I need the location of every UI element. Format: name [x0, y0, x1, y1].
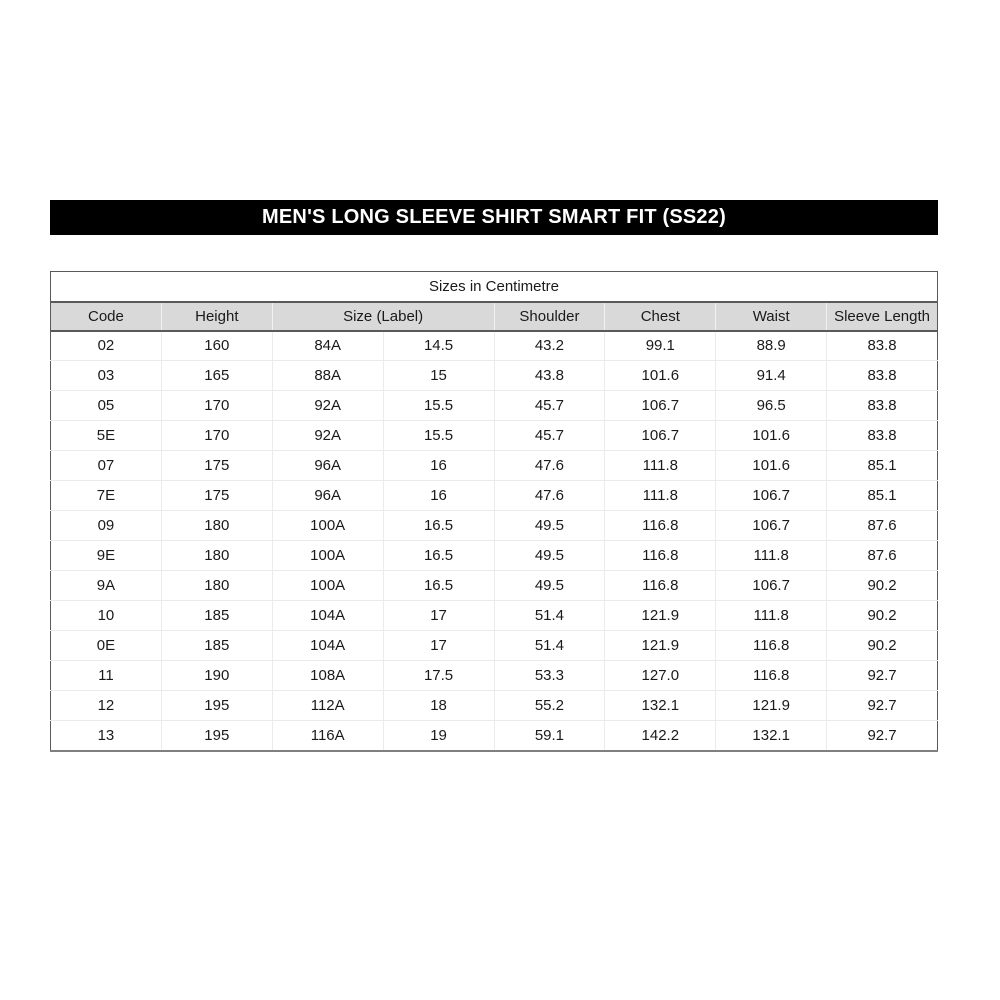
table-cell: 91.4	[716, 361, 827, 391]
table-cell: 111.8	[605, 451, 716, 481]
table-cell: 111.8	[716, 541, 827, 571]
table-row	[51, 421, 938, 451]
table-row	[51, 661, 938, 691]
table-cell: 96.5	[716, 391, 827, 421]
table-cell: 106.7	[716, 481, 827, 511]
table-row	[51, 541, 938, 571]
table-cell: 190	[161, 661, 272, 691]
table-cell: 84A	[272, 331, 383, 361]
table-cell: 142.2	[605, 721, 716, 751]
table-cell: 90.2	[827, 571, 938, 601]
table-cell: 175	[161, 481, 272, 511]
table-cell: 165	[161, 361, 272, 391]
table-cell: 83.8	[827, 391, 938, 421]
table-row	[51, 571, 938, 601]
table-row	[51, 331, 938, 361]
table-cell: 49.5	[494, 571, 605, 601]
table-cell: 170	[161, 421, 272, 451]
table-cell: 104A	[272, 631, 383, 661]
table-row	[51, 391, 938, 421]
table-cell: 180	[161, 511, 272, 541]
table-cell: 116.8	[716, 661, 827, 691]
table-cell: 87.6	[827, 541, 938, 571]
table-cell: 195	[161, 721, 272, 751]
table-cell: 83.8	[827, 421, 938, 451]
table-cell: 07	[51, 451, 162, 481]
table-cell: 106.7	[605, 391, 716, 421]
table-cell: 47.6	[494, 451, 605, 481]
column-header-shoulder: Shoulder	[494, 302, 605, 331]
table-cell: 45.7	[494, 421, 605, 451]
table-cell: 13	[51, 721, 162, 751]
table-cell: 51.4	[494, 601, 605, 631]
table-cell: 16	[383, 481, 494, 511]
table-cell: 101.6	[605, 361, 716, 391]
table-cell: 185	[161, 601, 272, 631]
table-cell: 90.2	[827, 631, 938, 661]
table-cell: 170	[161, 391, 272, 421]
table-caption-row	[51, 272, 938, 302]
table-cell: 53.3	[494, 661, 605, 691]
table-cell: 5E	[51, 421, 162, 451]
table-cell: 108A	[272, 661, 383, 691]
table-row	[51, 511, 938, 541]
table-cell: 10	[51, 601, 162, 631]
table-cell: 14.5	[383, 331, 494, 361]
table-cell: 17	[383, 631, 494, 661]
table-cell: 45.7	[494, 391, 605, 421]
table-cell: 7E	[51, 481, 162, 511]
table-cell: 132.1	[605, 691, 716, 721]
table-cell: 127.0	[605, 661, 716, 691]
table-cell: 175	[161, 451, 272, 481]
table-row	[51, 691, 938, 721]
table-cell: 101.6	[716, 451, 827, 481]
table-cell: 132.1	[716, 721, 827, 751]
table-cell: 112A	[272, 691, 383, 721]
table-cell: 85.1	[827, 481, 938, 511]
table-cell: 90.2	[827, 601, 938, 631]
title-banner	[50, 200, 938, 235]
table-cell: 92A	[272, 421, 383, 451]
column-header-size-label: Size (Label)	[272, 302, 494, 331]
table-cell: 83.8	[827, 331, 938, 361]
table-cell: 09	[51, 511, 162, 541]
table-cell: 17.5	[383, 661, 494, 691]
table-cell: 88A	[272, 361, 383, 391]
table-row	[51, 721, 938, 751]
table-cell: 160	[161, 331, 272, 361]
table-cell: 43.8	[494, 361, 605, 391]
table-cell: 101.6	[716, 421, 827, 451]
column-header-sleeve-length: Sleeve Length	[827, 302, 938, 331]
table-cell: 195	[161, 691, 272, 721]
table-cell: 92.7	[827, 691, 938, 721]
table-cell: 9A	[51, 571, 162, 601]
table-cell: 0E	[51, 631, 162, 661]
table-cell: 47.6	[494, 481, 605, 511]
table-cell: 12	[51, 691, 162, 721]
table-cell: 9E	[51, 541, 162, 571]
table-cell: 106.7	[716, 571, 827, 601]
table-cell: 100A	[272, 511, 383, 541]
table-cell: 59.1	[494, 721, 605, 751]
table-cell: 49.5	[494, 541, 605, 571]
table-row	[51, 361, 938, 391]
table-cell: 15.5	[383, 391, 494, 421]
table-cell: 11	[51, 661, 162, 691]
table-cell: 16	[383, 451, 494, 481]
table-cell: 180	[161, 571, 272, 601]
table-cell: 106.7	[716, 511, 827, 541]
table-cell: 15	[383, 361, 494, 391]
table-cell: 104A	[272, 601, 383, 631]
table-row	[51, 631, 938, 661]
table-cell: 87.6	[827, 511, 938, 541]
table-cell: 55.2	[494, 691, 605, 721]
table-header-row	[51, 302, 938, 331]
table-cell: 180	[161, 541, 272, 571]
table-cell: 116.8	[605, 541, 716, 571]
table-cell: 100A	[272, 541, 383, 571]
table-cell: 100A	[272, 571, 383, 601]
table-cell: 49.5	[494, 511, 605, 541]
table-cell: 19	[383, 721, 494, 751]
column-header-height: Height	[161, 302, 272, 331]
table-cell: 88.9	[716, 331, 827, 361]
table-cell: 116A	[272, 721, 383, 751]
table-cell: 16.5	[383, 541, 494, 571]
page-title: MEN'S LONG SLEEVE SHIRT SMART FIT (SS22)	[262, 206, 726, 228]
table-cell: 111.8	[716, 601, 827, 631]
table-cell: 121.9	[605, 601, 716, 631]
table-cell: 15.5	[383, 421, 494, 451]
table-cell: 116.8	[716, 631, 827, 661]
column-header-waist: Waist	[716, 302, 827, 331]
table-cell: 121.9	[605, 631, 716, 661]
table-cell: 17	[383, 601, 494, 631]
table-caption: Sizes in Centimetre	[51, 272, 938, 302]
table-cell: 99.1	[605, 331, 716, 361]
size-chart-container	[50, 271, 938, 752]
table-cell: 16.5	[383, 571, 494, 601]
table-cell: 18	[383, 691, 494, 721]
table-cell: 85.1	[827, 451, 938, 481]
table-cell: 92A	[272, 391, 383, 421]
size-chart-table	[50, 271, 938, 752]
table-cell: 185	[161, 631, 272, 661]
table-cell: 116.8	[605, 511, 716, 541]
table-row	[51, 601, 938, 631]
column-header-chest: Chest	[605, 302, 716, 331]
table-cell: 111.8	[605, 481, 716, 511]
table-cell: 51.4	[494, 631, 605, 661]
table-cell: 43.2	[494, 331, 605, 361]
table-cell: 83.8	[827, 361, 938, 391]
table-cell: 03	[51, 361, 162, 391]
table-cell: 92.7	[827, 721, 938, 751]
table-row	[51, 451, 938, 481]
column-header-code: Code	[51, 302, 162, 331]
table-cell: 92.7	[827, 661, 938, 691]
table-cell: 05	[51, 391, 162, 421]
table-cell: 116.8	[605, 571, 716, 601]
table-cell: 121.9	[716, 691, 827, 721]
table-cell: 16.5	[383, 511, 494, 541]
table-cell: 02	[51, 331, 162, 361]
table-body	[51, 331, 938, 751]
table-row	[51, 481, 938, 511]
table-cell: 106.7	[605, 421, 716, 451]
table-cell: 96A	[272, 451, 383, 481]
table-cell: 96A	[272, 481, 383, 511]
